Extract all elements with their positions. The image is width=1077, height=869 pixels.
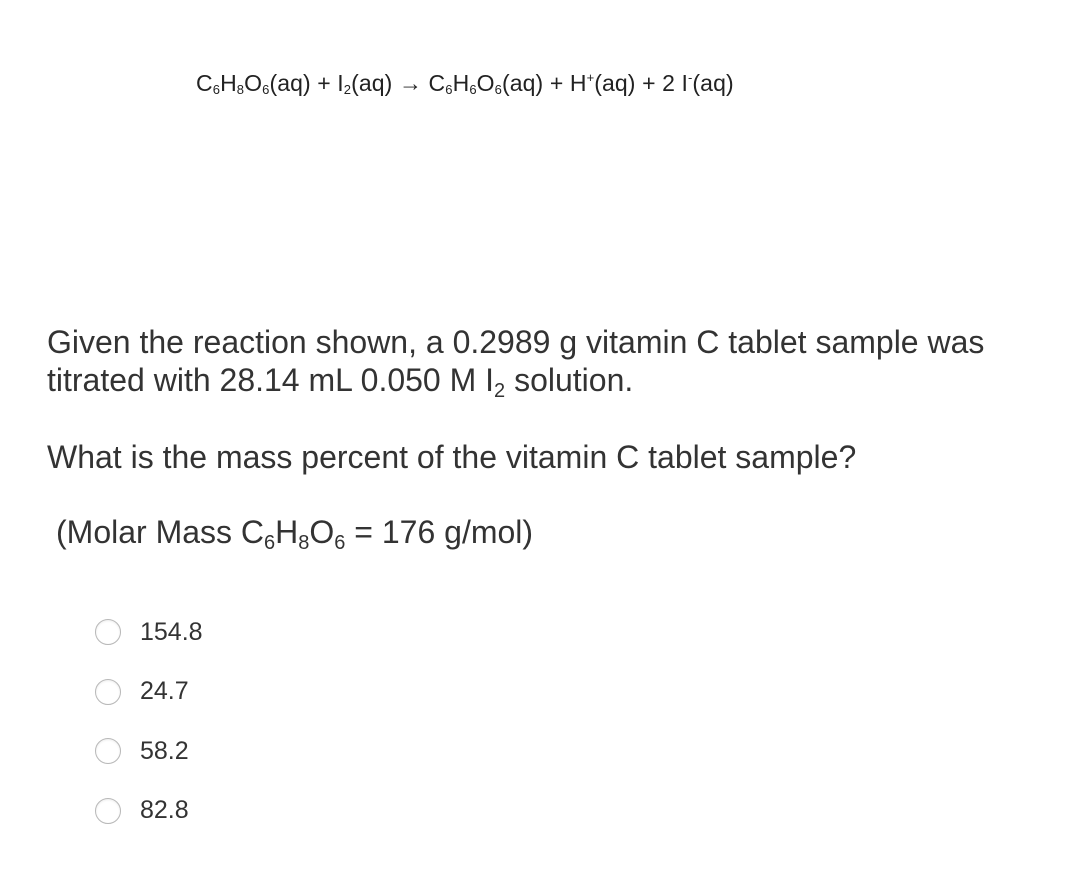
question-text [47,323,1057,402]
formula-text: C [196,70,213,96]
radio-button[interactable] [95,679,121,705]
formula-text: H [569,70,587,96]
question-prompt: What is the mass percent of the vitamin C tablet sample? [47,439,857,475]
state-label: (aq) [594,70,636,96]
reaction-arrow: → [392,70,429,96]
subscript: 6 [469,82,477,97]
radio-button[interactable] [95,798,121,824]
radio-button[interactable] [95,738,121,764]
subscript: 6 [212,82,221,97]
state-label: (aq) [269,70,311,96]
reaction-equation [196,70,734,97]
subscript: 6 [445,82,453,97]
state-label: (aq) [692,70,734,96]
subscript: 2 [494,380,506,402]
question-body: Given the reaction shown, a 0.2989 g vitamin C tablet sample was titrated with 28.14 mL 0.050 M I [47,324,985,398]
molar-prefix: (Molar Mass C [56,514,265,550]
formula-text: C [428,70,446,96]
subscript: 6 [262,82,270,97]
answer-options [95,616,203,854]
subscript: 8 [236,82,245,97]
answer-option-label: 82.8 [140,796,189,824]
answer-option[interactable] [95,735,203,767]
answer-option-label: 24.7 [140,677,189,705]
formula-text: O [244,70,263,96]
formula-text: I [681,70,688,96]
radio-button[interactable] [95,619,121,645]
molar-mass-note [56,513,534,554]
question-body-end: solution. [505,362,634,398]
state-label: (aq) [502,70,544,96]
plus-sign: + 2 [635,70,682,96]
answer-option-label: 154.8 [140,617,203,646]
state-label: (aq) [351,70,393,96]
superscript: + [586,70,595,85]
formula-text: O [476,70,495,96]
formula-text: I [337,70,344,96]
answer-option[interactable] [95,676,203,708]
subscript: 6 [494,82,503,97]
formula-text: H [452,70,470,96]
superscript: - [687,70,693,85]
formula-text: O [309,514,335,550]
subscript: 6 [264,532,276,554]
plus-sign: + [543,70,570,96]
plus-sign: + [310,70,338,96]
formula-text: H [275,514,299,550]
formula-text: H [220,70,237,96]
answer-option[interactable] [95,795,203,827]
subscript: 2 [343,82,352,97]
subscript: 8 [298,532,310,554]
answer-option-label: 58.2 [140,736,189,765]
answer-option[interactable] [95,616,203,648]
subscript: 6 [334,532,346,554]
molar-suffix: = 176 g/mol) [345,514,534,550]
